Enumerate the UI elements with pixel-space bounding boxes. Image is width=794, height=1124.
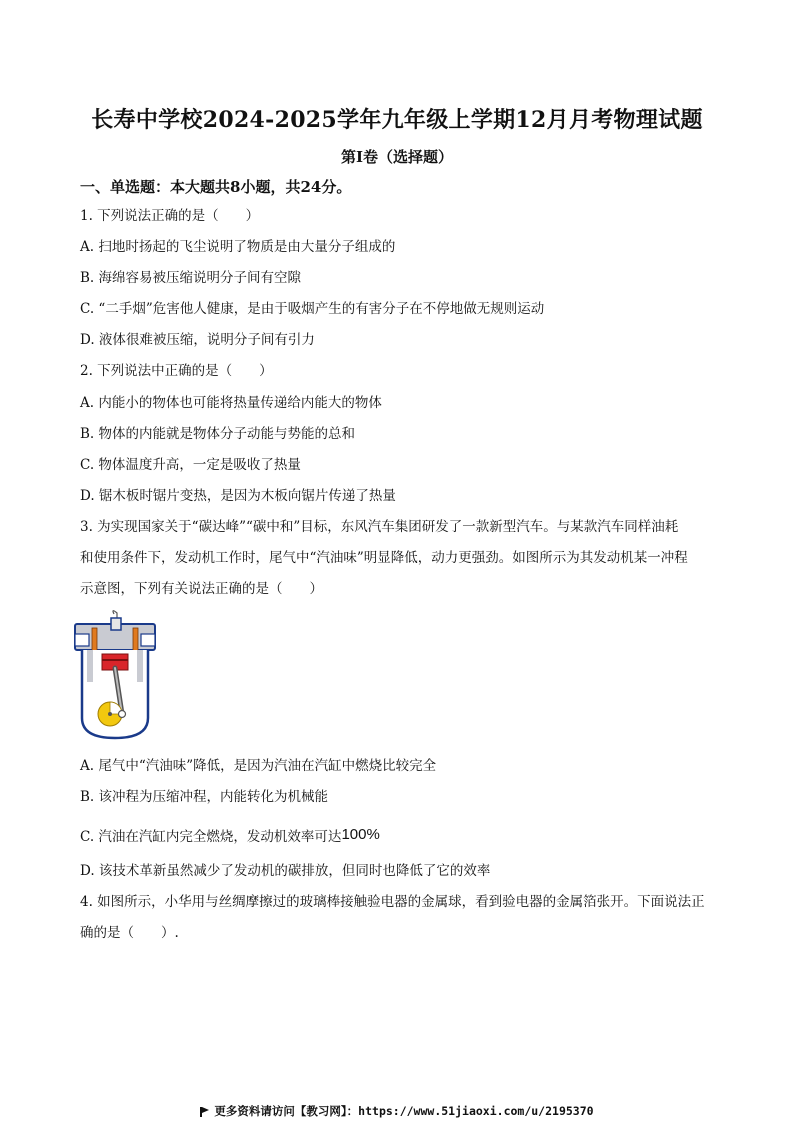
- q3-option-a: A. 尾气中“汽油味”降低，是因为汽油在汽缸中燃烧比较完全: [80, 758, 437, 774]
- spark-plug: [111, 618, 121, 630]
- q2-option-a: A. 内能小的物体也可能将热量传递给内能大的物体: [80, 395, 382, 411]
- q3-option-b: B. 该冲程为压缩冲程，内能转化为机械能: [80, 789, 329, 805]
- footer-link[interactable]: [0, 1103, 794, 1119]
- q1-option-a: A. 扫地时扬起的飞尘说明了物质是由大量分子组成的: [80, 239, 396, 255]
- q2-option-b: B. 物体的内能就是物体分子动能与势能的总和: [80, 426, 356, 442]
- q2-option-c: C. 物体温度升高，一定是吸收了热量: [80, 457, 301, 473]
- q1-option-d: D. 液体很难被压缩，说明分子间有引力: [80, 332, 315, 348]
- q4-stem-line2: 确的是（ ）.: [80, 925, 179, 941]
- intake-port: [75, 634, 89, 646]
- q2-stem: 2. 下列说法中正确的是（ ）: [80, 363, 273, 379]
- q4-stem-line1: 4. 如图所示，小华用与丝绸摩擦过的玻璃棒接触验电器的金属球，看到验电器的金属箔张开。下面说法正: [80, 894, 705, 910]
- page-title: 长寿中学校2024-2025学年九年级上学期12月月考物理试题: [91, 107, 703, 133]
- q3-stem-line2: 和使用条件下，发动机工作时，尾气中“汽油味”明显降低，动力更强劲。如图所示为其发动机某一冲程: [80, 550, 688, 566]
- q1-option-b: B. 海绵容易被压缩说明分子间有空隙: [80, 270, 302, 286]
- q1-option-c: C. “二手烟”危害他人健康，是由于吸烟产生的有害分子在不停地做无规则运动: [80, 301, 545, 317]
- section-heading: 一、单选题：本大题共8小题，共24分。: [80, 178, 352, 196]
- q2-option-d: D. 锯木板时锯片变热，是因为木板向锯片传递了热量: [80, 488, 396, 504]
- q3-stem-line3: 示意图，下列有关说法正确的是（ ）: [80, 581, 323, 597]
- q3-option-c: [80, 826, 380, 846]
- q3-option-d: D. 该技术革新虽然减少了发动机的碳排放，但同时也降低了它的效率: [80, 863, 491, 879]
- footer-text: 更多资料请访问【教习网】：https://www.51jiaoxi.com/u/2195370: [214, 1104, 594, 1118]
- q3-stem-line1: 3. 为实现国家关于“碳达峰”“碳中和”目标，东风汽车集团研发了一款新型汽车。与某款汽车同样油耗: [80, 519, 679, 535]
- q3-option-c-text: C. 汽油在汽缸内完全燃烧，发动机效率可达: [80, 829, 342, 845]
- exhaust-port: [141, 634, 155, 646]
- q1-stem: 1. 下列说法正确的是（ ）: [80, 208, 260, 224]
- flag-icon: [200, 1107, 209, 1116]
- engine-stroke-diagram: [70, 610, 160, 745]
- paper-subtitle: 第Ⅰ卷（选择题）: [340, 148, 454, 166]
- q3-option-c-value: 100%: [341, 826, 380, 843]
